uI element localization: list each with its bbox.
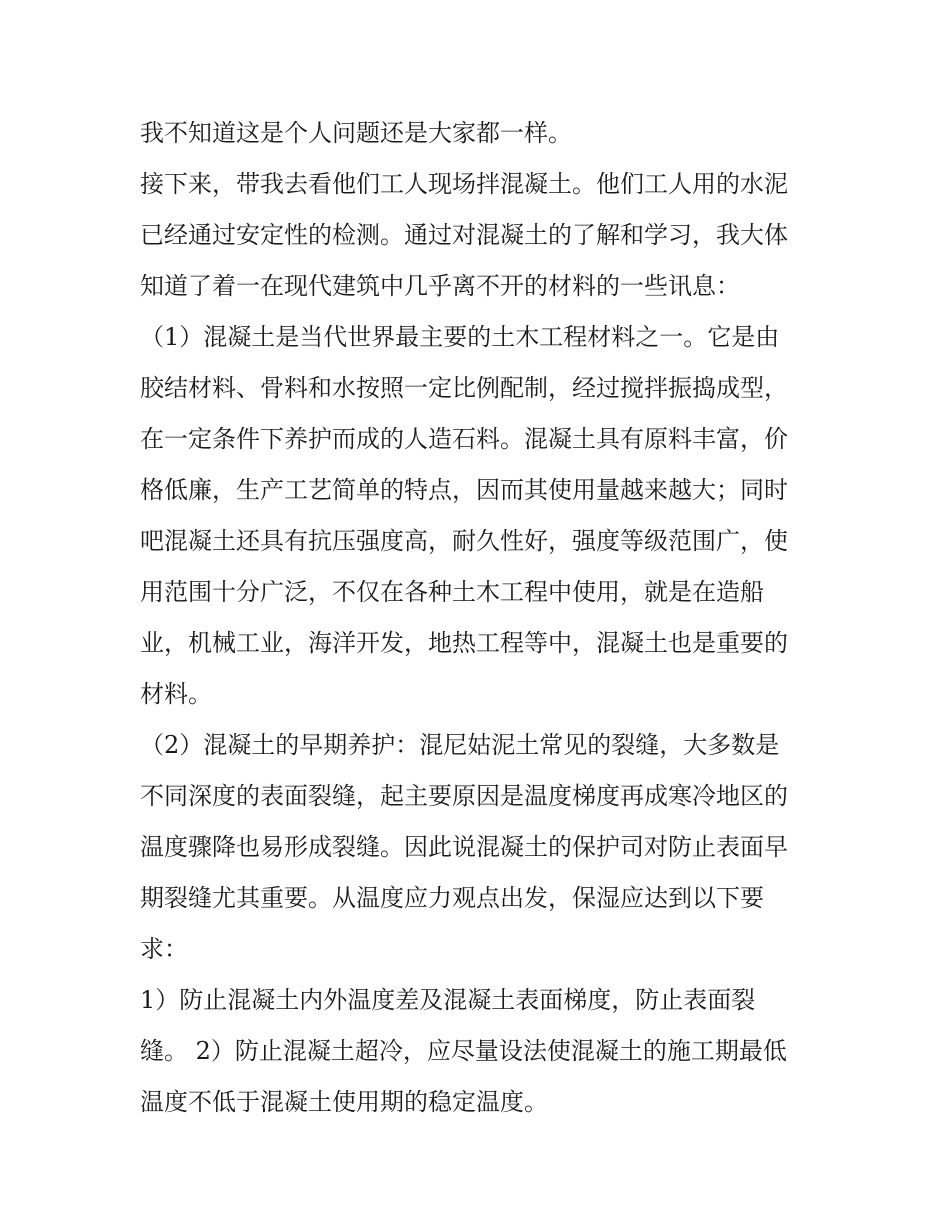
text-line: 格低廉，生产工艺简单的特点，因而其使用量越来越大；同时 <box>140 476 788 504</box>
text-line: 材料。 <box>140 680 212 708</box>
text-line: 温度不低于混凝土使用期的稳定温度。 <box>140 1088 548 1116</box>
text-line: 吧混凝土还具有抗压强度高，耐久性好，强度等级范围广，使 <box>140 527 788 555</box>
text-line: （1）混凝土是当代世界最主要的土木工程材料之一。它是由 <box>140 323 780 351</box>
text-line: 胶结材料、骨料和水按照一定比例配制，经过搅拌振捣成型， <box>140 374 788 402</box>
text-line: 业，机械工业，海洋开发，地热工程等中，混凝土也是重要的 <box>140 629 788 657</box>
text-line: 已经通过安定性的检测。通过对混凝土的了解和学习，我大体 <box>140 221 788 249</box>
text-line: 1）防止混凝土内外温度差及混凝土表面梯度，防止表面裂 <box>140 986 756 1014</box>
text-line: 期裂缝尤其重要。从温度应力观点出发，保湿应达到以下要 <box>140 884 764 912</box>
text-line: 知道了着一在现代建筑中几乎离不开的材料的一些讯息： <box>140 272 740 300</box>
text-line: 我不知道这是个人问题还是大家都一样。 <box>140 119 572 147</box>
text-line: 在一定条件下养护而成的人造石料。混凝土具有原料丰富，价 <box>140 425 788 453</box>
text-line: 求： <box>140 935 188 963</box>
text-line: 缝。 2）防止混凝土超冷，应尽量设法使混凝土的施工期最低 <box>140 1037 787 1065</box>
text-line: 温度骤降也易形成裂缝。因此说混凝土的保护司对防止表面早 <box>140 833 788 861</box>
body-text <box>140 108 820 1128</box>
text-line: 不同深度的表面裂缝，起主要原因是温度梯度再成寒冷地区的 <box>140 782 788 810</box>
text-line: 用范围十分广泛，不仅在各种土木工程中使用，就是在造船 <box>140 578 764 606</box>
text-line: （2）混凝土的早期养护：混尼姑泥土常见的裂缝，大多数是 <box>140 731 780 759</box>
text-line: 接下来，带我去看他们工人现场拌混凝土。他们工人用的水泥 <box>140 170 788 198</box>
